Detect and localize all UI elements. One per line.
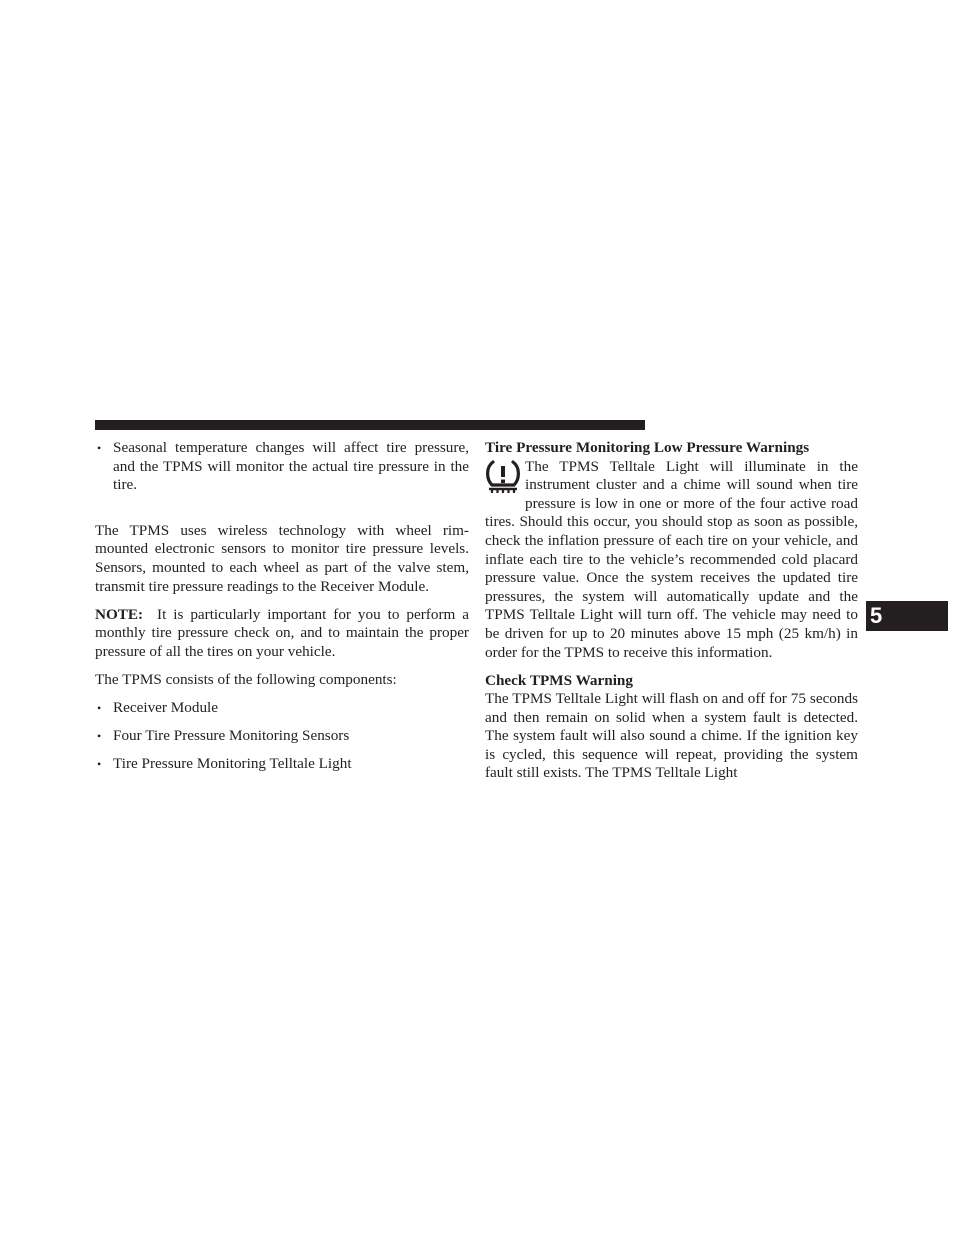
bullet-seasonal: • Seasonal temperature changes will affect tire pressure, and the TPMS will monitor the actual tire pressure in the tire. (95, 439, 469, 495)
note-label: NOTE: (95, 605, 144, 623)
component-item: • Tire Pressure Monitoring Telltale Light (95, 755, 469, 774)
para-wireless: The TPMS uses wireless technology with wheel rim-mounted electronic sensors to monitor tire pressure levels. Sensors, mounted to each wheel as part of the valve stem, transmit tire pressure readings to the Receiver Module. (95, 521, 469, 595)
component-item: • Four Tire Pressure Monitoring Sensors (95, 727, 469, 746)
para-low-pressure: The TPMS Telltale Light will illuminate in the instrument cluster and a chime will sound when tire pressure is low in one or more of the four active road tires. Should this occur, you should stop as soon as possible, check the inflation pressure of each tire on your vehicle, and inflate each tire to the vehicle’s recommended cold placard pressure value. Once the system receives the updated tire pressures, the system will automatically update and the TPMS Telltale Light will turn off. The vehicle may need to be driven for up to 20 minutes above 15 mph (25 km/h) in order for the TPMS to receive this information. (485, 457, 858, 661)
para-check-tpms: The TPMS Telltale Light will flash on and off for 75 seconds and then remain on solid when a system fault is detected. The system fault will also sound a chime. If the ignition key is cycled, this sequence will repeat, providing the system fault still exists. The TPMS Telltale Light (485, 690, 858, 782)
heading-check-tpms: Check TPMS Warning (485, 671, 633, 689)
right-column (485, 439, 858, 783)
note-paragraph (95, 606, 469, 662)
chapter-number: 5 (870, 603, 883, 628)
chapter-tab (866, 601, 948, 631)
note-text: It is particularly important for you to perform a monthly tire pressure check on, and to maintain the proper pressure of all the tires on your vehicle. (95, 605, 470, 660)
heading-low-pressure: Tire Pressure Monitoring Low Pressure Warnings (485, 439, 810, 456)
tpms-telltale-icon (485, 460, 525, 508)
left-column (95, 439, 469, 773)
component-item: • Receiver Module (95, 699, 469, 718)
section-top-rule (95, 420, 645, 430)
components-intro: The TPMS consists of the following components: (95, 670, 397, 688)
